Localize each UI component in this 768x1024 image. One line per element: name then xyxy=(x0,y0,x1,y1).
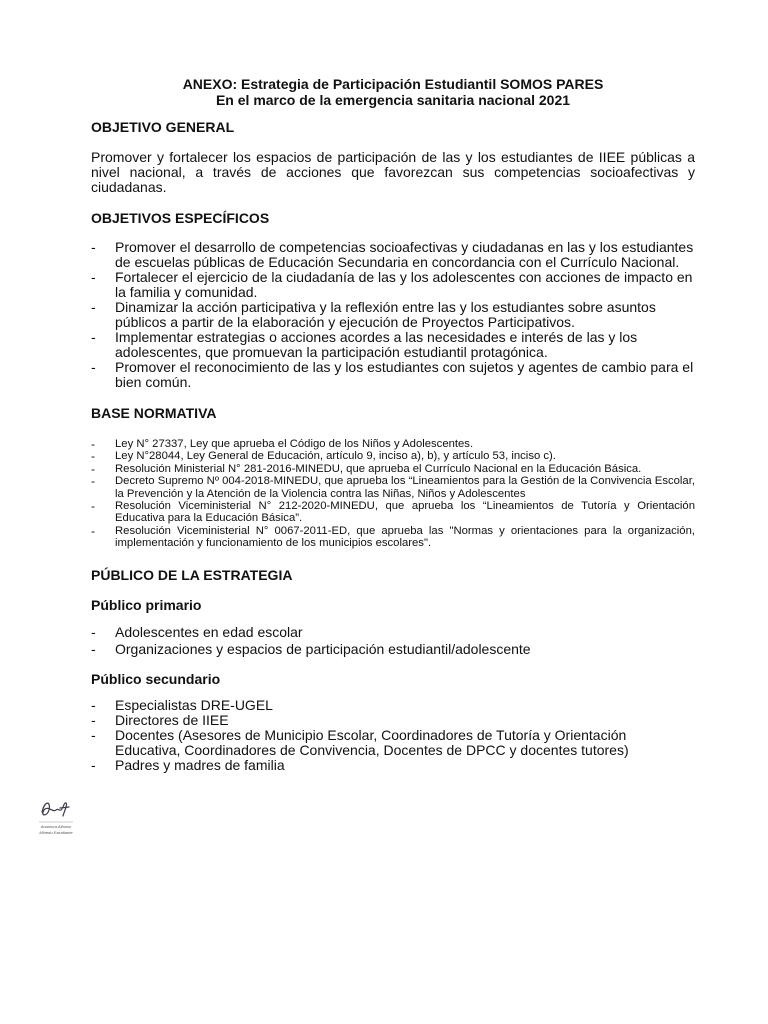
list-item: - Docentes (Asesores de Municipio Escolar, Coordinadores de Tutoría y Orientación Educativa, Coordinadores de Convivencia, Docentes de DPCC y docentes tutores) xyxy=(91,728,695,758)
base-normativa-list xyxy=(91,438,695,550)
list-item: - Ley N° 27337, Ley que aprueba el Código de los Niños y Adolescentes. xyxy=(91,438,695,450)
publico-primario-heading: Público primario xyxy=(91,596,202,613)
list-item: - Implementar estrategias o acciones acordes a las necesidades e interés de las y los adolescentes, que promuevan la participación estudiantil protagónica. xyxy=(91,330,695,360)
list-item: - Adolescentes en edad escolar xyxy=(91,625,695,640)
list-item: - Fortalecer el ejercicio de la ciudadanía de las y los adolescentes con acciones de impacto en la familia y comunidad. xyxy=(91,270,695,300)
publico-heading: PÚBLICO DE LA ESTRATEGIA xyxy=(91,566,293,583)
svg-text:Minedu Estudiante: Minedu Estudiante xyxy=(39,830,73,835)
base-normativa-heading: BASE NORMATIVA xyxy=(91,405,217,421)
title-line-2: En el marco de la emergencia sanitaria nacional 2021 xyxy=(215,92,571,108)
list-item: - Especialistas DRE-UGEL xyxy=(91,698,695,713)
list-item: - Promover el desarrollo de competencias socioafectivas y ciudadanas en las y los estudiantes de escuelas públicas de Educación Secundaria en concordancia con el Currículo Nacional. xyxy=(91,240,695,270)
list-item: - Resolución Ministerial N° 281-2016-MINEDU, que aprueba el Currículo Nacional en la Educación Básica. xyxy=(91,463,695,475)
list-item: - Decreto Supremo Nº 004-2018-MINEDU, que aprueba los “Lineamientos para la Gestión de la Convivencia Escolar, la Prevención y la Atención de la Violencia contra las Niñas, Niños y Adolescentes xyxy=(91,475,695,500)
list-item: - Directores de IIEE xyxy=(91,713,695,728)
publico-secundario-heading: Público secundario xyxy=(91,670,221,687)
document-page xyxy=(91,76,695,773)
list-item: - Promover el reconocimiento de las y los estudiantes con sujetos y agentes de cambio para el bien común. xyxy=(91,360,695,390)
list-item: - Padres y madres de familia xyxy=(91,758,695,773)
svg-text:Anamora Alfonso: Anamora Alfonso xyxy=(40,824,72,829)
publico-primario-list xyxy=(91,625,695,657)
list-item: - Resolución Viceministerial N° 212-2020-MINEDU, que aprueba los “Lineamientos de Tutoría y Orientación Educativa para la Educación Básica”. xyxy=(91,500,695,525)
signature-seal xyxy=(36,798,76,840)
publico-secundario-list xyxy=(91,698,695,773)
objetivo-general-text: Promover y fortalecer los espacios de participación de las y los estudiantes de IIEE públicas a nivel nacional, a través de acciones que favorezcan sus competencias socioafectivas y ciudadanas. xyxy=(91,149,695,195)
title-line-1: ANEXO: Estrategia de Participación Estudiantil SOMOS PARES xyxy=(182,76,604,92)
list-item: - Ley N°28044, Ley General de Educación, artículo 9, inciso a), b), y artículo 53, inciso c). xyxy=(91,450,695,462)
objetivos-especificos-heading: OBJETIVOS ESPECÍFICOS xyxy=(91,210,270,226)
objetivo-general-heading: OBJETIVO GENERAL xyxy=(91,119,235,135)
objetivos-especificos-list xyxy=(91,240,695,390)
list-item: - Resolución Viceministerial N° 0067-2011-ED, que aprueba las "Normas y orientaciones para la organización, implementación y funcionamiento de los municipios escolares". xyxy=(91,525,695,550)
list-item: - Dinamizar la acción participativa y la reflexión entre las y los estudiantes sobre asuntos públicos a partir de la elaboración y ejecución de Proyectos Participativos. xyxy=(91,300,695,330)
list-item: - Organizaciones y espacios de participación estudiantil/adolescente xyxy=(91,642,695,657)
